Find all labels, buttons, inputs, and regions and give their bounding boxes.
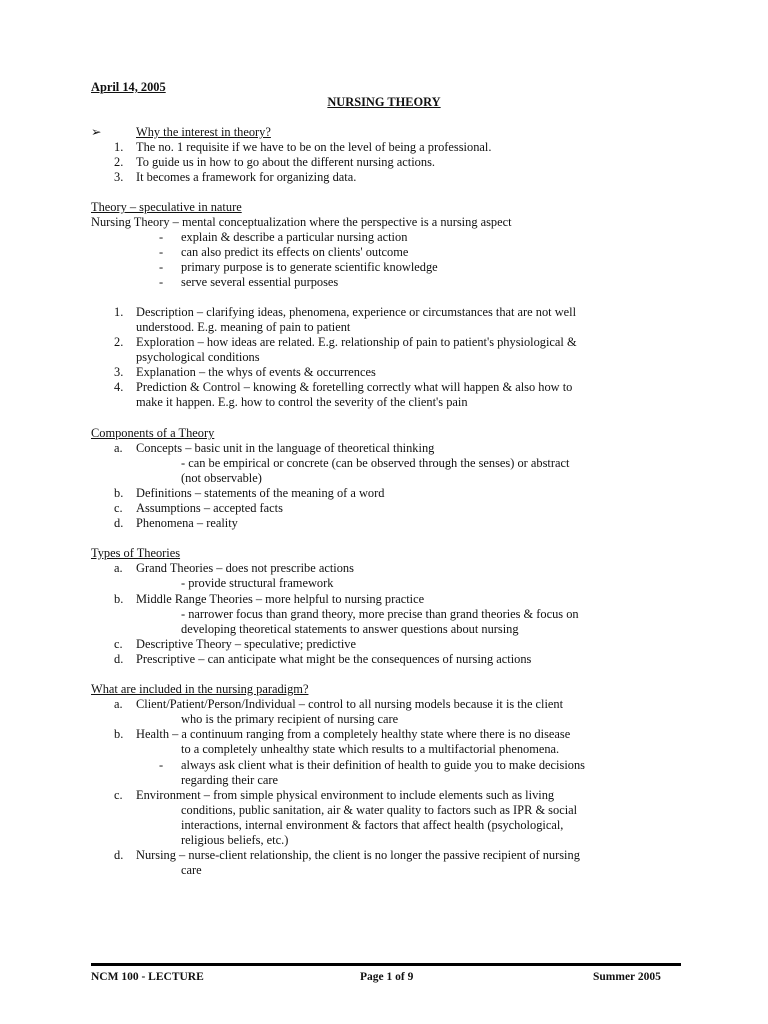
list-item: Explanation – the whys of events & occurrences	[136, 365, 376, 379]
list-item: Definitions – statements of the meaning of a word	[136, 486, 385, 500]
list-item-continued: interactions, internal environment & factors that affect health (psychological,	[181, 818, 564, 832]
list-item: To guide us in how to go about the different nursing actions.	[136, 155, 435, 169]
list-item-sub: (not observable)	[181, 471, 262, 485]
list-item: Assumptions – accepted facts	[136, 501, 283, 515]
list-item-continued: to a completely unhealthy state which results to a multifactorial phenomena.	[181, 742, 560, 756]
list-marker: a.	[114, 441, 123, 455]
list-item-sub: - provide structural framework	[181, 576, 334, 590]
list-item: Phenomena – reality	[136, 516, 238, 530]
list-item: Client/Patient/Person/Individual – control to all nursing models because it is the client	[136, 697, 564, 711]
document-title: NURSING THEORY	[327, 95, 441, 109]
document-date: April 14, 2005	[91, 80, 166, 94]
list-item-continued: religious beliefs, etc.)	[181, 833, 289, 847]
list-marker: 3.	[114, 170, 124, 184]
section-heading-theory: Theory – speculative in nature	[91, 200, 242, 214]
list-marker: 1.	[114, 305, 124, 319]
list-item-sub: regarding their care	[181, 773, 279, 787]
list-item-sub: always ask client what is their definition of health to guide you to make decisions	[181, 758, 585, 772]
list-item: Descriptive Theory – speculative; predictive	[136, 637, 356, 651]
footer-page-number: Page 1 of 9	[360, 971, 414, 983]
list-item: Concepts – basic unit in the language of theoretical thinking	[136, 441, 435, 455]
list-marker: b.	[114, 727, 124, 741]
list-marker: c.	[114, 501, 123, 515]
dash-marker: -	[159, 758, 164, 772]
footer-course: NCM 100 - LECTURE	[91, 971, 204, 983]
list-item-sub: - can be empirical or concrete (can be observed through the senses) or abstract	[181, 456, 570, 470]
nursing-theory-definition: Nursing Theory – mental conceptualization where the perspective is a nursing aspect	[91, 215, 512, 229]
list-item: serve several essential purposes	[181, 275, 339, 289]
list-item: The no. 1 requisite if we have to be on the level of being a professional.	[136, 140, 492, 154]
section-heading-components: Components of a Theory	[91, 426, 215, 440]
list-item: Health – a continuum ranging from a completely healthy state where there is no disease	[136, 727, 571, 741]
list-item-sub: - narrower focus than grand theory, more precise than grand theories & focus on	[181, 607, 579, 621]
list-marker: b.	[114, 592, 124, 606]
list-marker: b.	[114, 486, 124, 500]
list-item-continued: conditions, public sanitation, air & water quality to factors such as IPR & social	[181, 803, 578, 817]
list-item: Grand Theories – does not prescribe actions	[136, 561, 354, 575]
list-item-continued: psychological conditions	[136, 350, 260, 364]
list-item-continued: who is the primary recipient of nursing care	[181, 712, 399, 726]
list-item: Exploration – how ideas are related. E.g. relationship of pain to patient's physiological &	[136, 335, 577, 349]
footer-term: Summer 2005	[593, 971, 661, 983]
list-item: explain & describe a particular nursing action	[181, 230, 408, 244]
list-marker: a.	[114, 697, 123, 711]
dash-marker: -	[159, 230, 164, 244]
list-marker: d.	[114, 848, 124, 862]
list-marker: d.	[114, 516, 124, 530]
list-item-sub: developing theoretical statements to answer questions about nursing	[181, 622, 519, 636]
dash-marker: -	[159, 245, 164, 259]
list-item: Environment – from simple physical environment to include elements such as living	[136, 788, 555, 802]
list-item: Middle Range Theories – more helpful to nursing practice	[136, 592, 425, 606]
list-marker: c.	[114, 637, 123, 651]
list-item: It becomes a framework for organizing data.	[136, 170, 357, 184]
list-item: can also predict its effects on clients' outcome	[181, 245, 409, 259]
footer-divider	[91, 963, 681, 966]
list-item-continued: make it happen. E.g. how to control the severity of the client's pain	[136, 395, 468, 409]
section-heading-interest: Why the interest in theory?	[136, 125, 271, 139]
list-marker: a.	[114, 561, 123, 575]
list-marker: 1.	[114, 140, 124, 154]
section-heading-types: Types of Theories	[91, 546, 181, 560]
list-item: Prediction & Control – knowing & foretelling correctly what will happen & also how to	[136, 380, 573, 394]
list-marker: d.	[114, 652, 124, 666]
list-item: Description – clarifying ideas, phenomena, experience or circumstances that are not well	[136, 305, 577, 319]
list-marker: c.	[114, 788, 123, 802]
arrow-bullet-icon: ➢	[91, 125, 102, 139]
list-item: primary purpose is to generate scientific knowledge	[181, 260, 438, 274]
section-heading-paradigm: What are included in the nursing paradigm?	[91, 682, 309, 696]
list-item: Nursing – nurse-client relationship, the client is no longer the passive recipient of nursing	[136, 848, 580, 862]
dash-marker: -	[159, 275, 164, 289]
list-marker: 2.	[114, 155, 124, 169]
list-marker: 2.	[114, 335, 124, 349]
list-marker: 3.	[114, 365, 124, 379]
list-marker: 4.	[114, 380, 124, 394]
dash-marker: -	[159, 260, 164, 274]
list-item: Prescriptive – can anticipate what might be the consequences of nursing actions	[136, 652, 532, 666]
list-item-continued: understood. E.g. meaning of pain to patient	[136, 320, 351, 334]
list-item-continued: care	[181, 863, 202, 877]
